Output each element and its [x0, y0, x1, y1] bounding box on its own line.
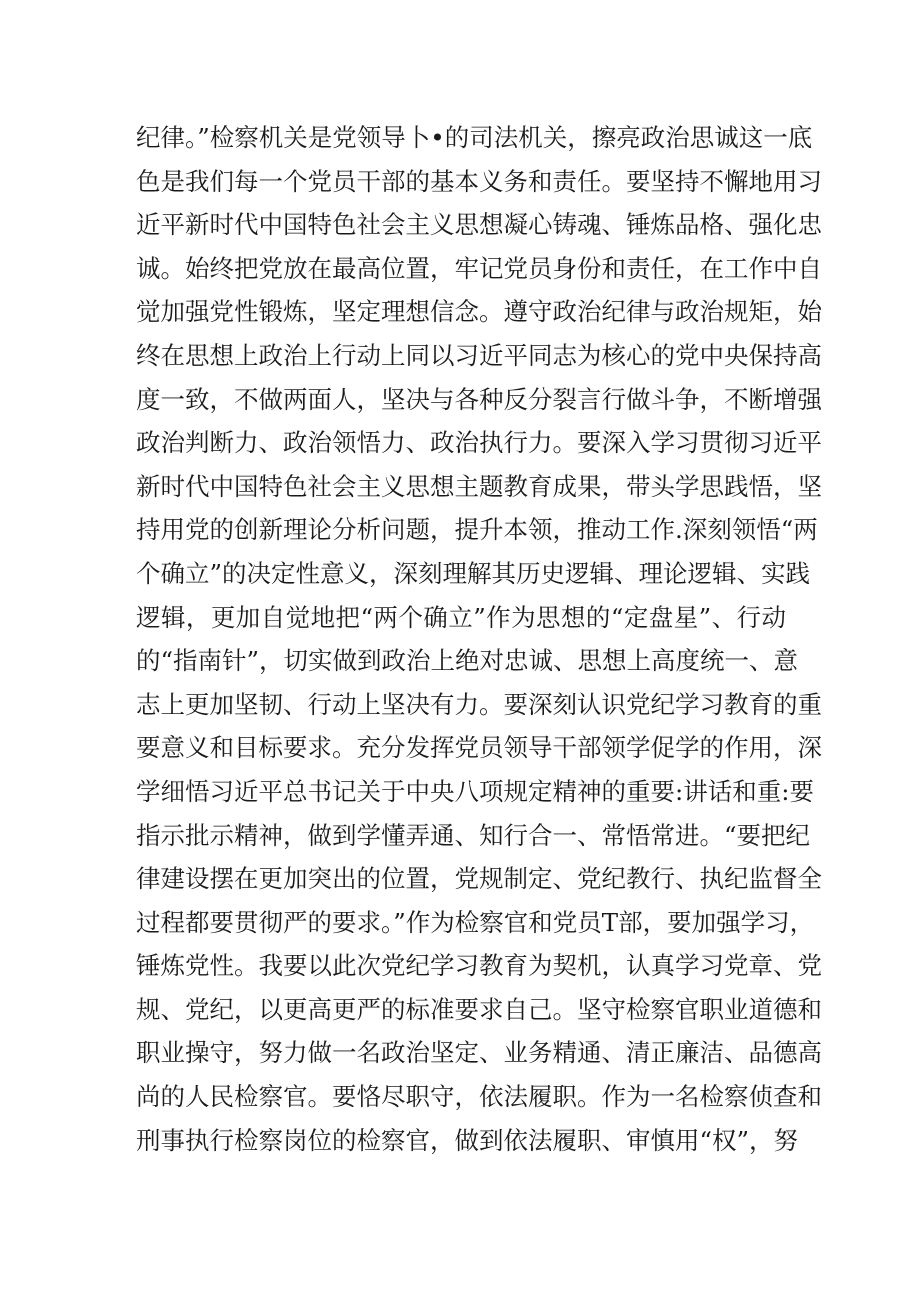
text-line: 终在思想上政治上行动上同以习近平同志为核心的党中央保持高 [136, 340, 822, 370]
body-paragraph [136, 116, 822, 1162]
text-line: 纪律。”检察机关是党领导卜•的司法机关，擦亮政治思诚这一底 [136, 123, 813, 152]
text-line: 学细悟习近平总书记关于中央八项规定精神的重要:讲话和重:要 [136, 776, 815, 806]
text-line: 新时代中国特色社会主义思想主题教育成果，带头学思践悟，坚 [136, 471, 822, 501]
text-line: 近平新时代中国特色社会主义思想凝心铸魂、锤炼品格、强化忠 [136, 210, 822, 240]
text-line: 刑事执行检察岗位的检察官，做到依法履职、审慎用“权”，努 [136, 1125, 799, 1155]
text-line: 尚的人民检察官。要恪尽职守，依法履职。作为一名检察侦查和 [136, 1082, 822, 1112]
text-line: 志上更加坚韧、行动上坚决有力。要深刻认识党纪学习教育的重 [136, 689, 822, 719]
text-line: 个确立”的决定性意义，深刻理解其历史逻辑、理论逻辑、实践 [136, 558, 811, 588]
text-line: 的“指南针”，切实做到政治上绝对忠诚、思想上高度统一、意 [136, 646, 799, 676]
text-line: 持用党的创新理论分析问题，提升本领，推动工作.深刻领悟“两 [136, 515, 818, 545]
text-line: 过程都要贯彻严的要求。”作为检察官和党员T部，要加强学习， [136, 907, 815, 937]
text-line: 律建设摆在更加突出的位置，党规制定、党纪教行、执纪监督全 [136, 864, 822, 894]
text-line: 要意义和目标要求。充分发挥党员领导干部领学促学的作用，深 [136, 733, 822, 763]
text-line: 色是我们每一个党员干部的基本义务和责任。要坚持不懈地用习 [136, 166, 822, 196]
text-line: 度一致，不做两面人，坚决与各种反分裂言行做斗争，不断增强 [136, 384, 822, 414]
text-line: 觉加强党性锻炼，坚定理想信念。遵守政治纪律与政治规矩，始 [136, 297, 822, 327]
text-line: 指示批示精神，做到学懂弄通、知行合一、常悟常进。“要把纪 [136, 820, 811, 850]
text-line: 逻辑，更加自觉地把“两个确立”作为思想的“定盘星”、行动 [136, 602, 786, 632]
text-line: 诚。始终把党放在最高位置，牢记党员身份和责任，在工作中自 [136, 253, 822, 283]
text-line: 职业操守，努力做一名政治坚定、业务精通、清正廉洁、品德高 [136, 1038, 822, 1068]
text-line: 锤炼党性。我要以此次党纪学习教育为契机，认真学习党章、党 [136, 951, 822, 981]
text-line: 规、党纪，以更高更严的标准要求自己。坚守检察官职业道德和 [136, 994, 822, 1024]
text-line: 政治判断力、政治领悟力、政治执行力。要深入学习贯彻习近平 [136, 428, 822, 458]
